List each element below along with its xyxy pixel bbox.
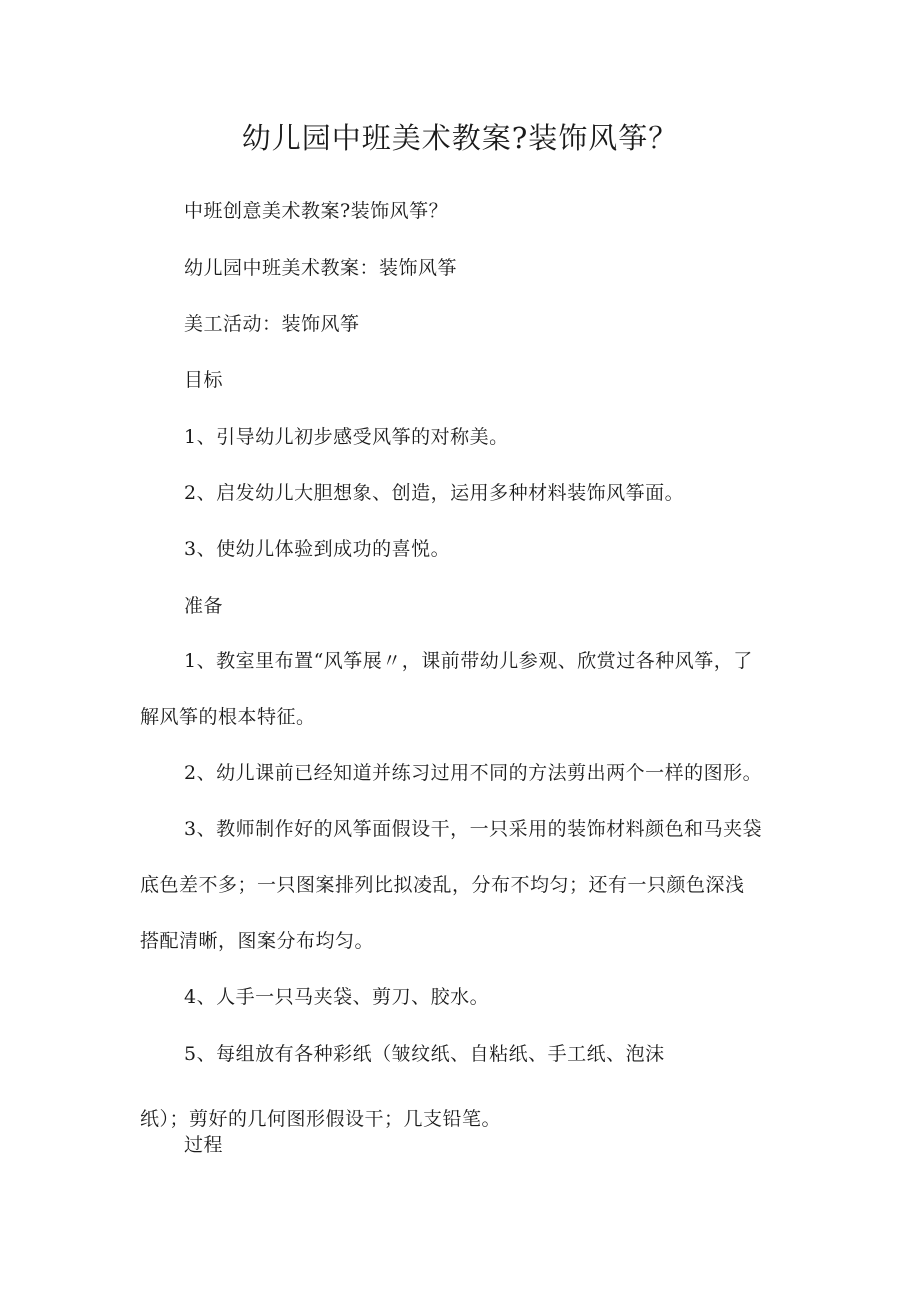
section-heading-preparation: 准备 (184, 595, 224, 617)
goal-item-1: 1、引导幼儿初步感受风筝的对称美。 (184, 426, 509, 448)
prep-item-4: 4、人手一只马夹袋、剪刀、胶水。 (184, 986, 490, 1008)
document-title: 幼儿园中班美术教案?装饰风筝？ (241, 121, 679, 155)
subtitle-line: 中班创意美术教案?装饰风筝？ (184, 200, 449, 222)
prep-item-5-line-2: 纸）；剪好的几何图形假设干；几支铅笔。 (140, 1108, 502, 1130)
section-heading-process: 过程 (184, 1134, 224, 1156)
goal-item-2: 2、启发幼儿大胆想象、创造，运用多种材料装饰风筝面。 (184, 482, 685, 504)
prep-item-1-line-1: 1、教室里布置“风筝展〃，课前带幼儿参观、欣赏过各种风筝，了 (184, 650, 753, 672)
prep-item-5-line-1: 5、每组放有各种彩纸（皱纹纸、自粘纸、手工纸、泡沫 (184, 1043, 665, 1065)
prep-item-1-line-2: 解风筝的根本特征。 (140, 706, 316, 728)
goal-item-3: 3、使幼儿体验到成功的喜悦。 (184, 538, 451, 560)
prep-item-2: 2、幼儿课前已经知道并练习过用不同的方法剪出两个一样的图形。 (184, 762, 763, 784)
section-heading-goals: 目标 (184, 369, 224, 391)
lesson-name-line: 幼儿园中班美术教案：装饰风筝 (184, 257, 458, 279)
prep-item-3-line-2: 底色差不多；一只图案排列比拟凌乱，分布不均匀；还有一只颜色深浅 (140, 874, 745, 896)
activity-line: 美工活动：装饰风筝 (184, 313, 360, 335)
prep-item-3-line-1: 3、教师制作好的风筝面假设干，一只采用的装饰材料颜色和马夹袋 (184, 818, 763, 840)
prep-item-3-line-3: 搭配清晰，图案分布均匀。 (140, 930, 375, 952)
